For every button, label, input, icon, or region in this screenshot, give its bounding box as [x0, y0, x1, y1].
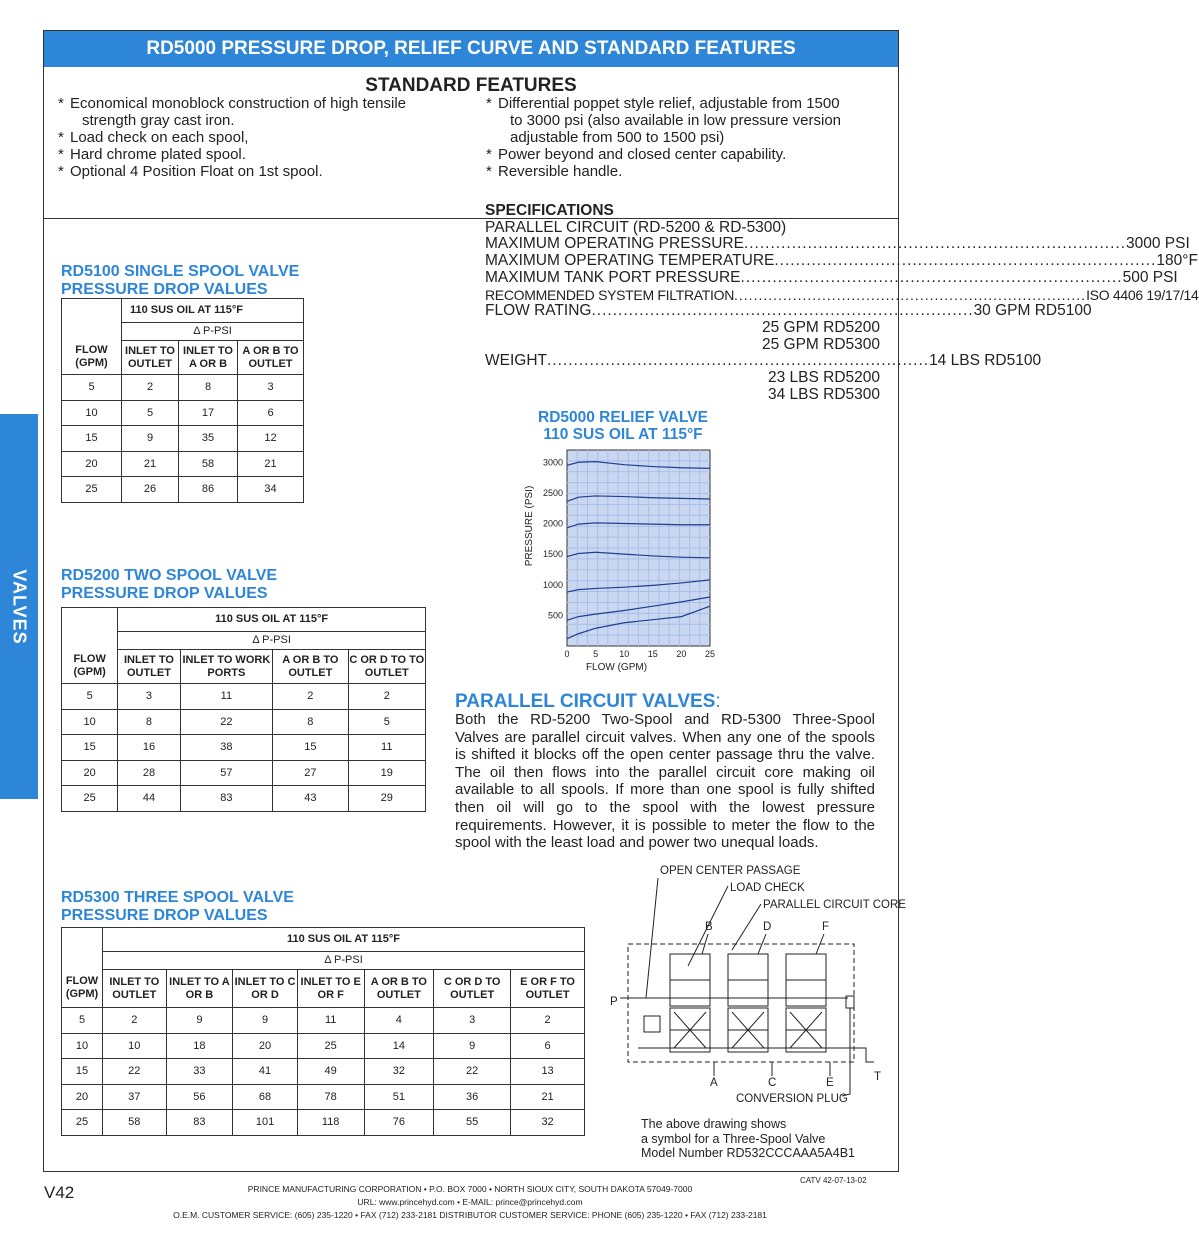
- rd5200-table: [61, 607, 426, 812]
- feature-text: Load check on each spool,: [70, 129, 249, 146]
- table-cell: 37: [103, 1084, 167, 1110]
- table-cell: 15: [273, 735, 348, 761]
- parallel-circuit-title-text: PARALLEL CIRCUIT VALVES: [455, 691, 716, 712]
- feature-text: Differential poppet style relief, adjustable from 1500: [498, 95, 840, 112]
- spec-label: FLOW RATING: [485, 302, 592, 320]
- table-cell: 22: [180, 709, 273, 735]
- table-cell: 25: [62, 786, 118, 812]
- column-header: INLET TO OUTLET: [103, 970, 167, 1008]
- table-cell: 11: [297, 1008, 364, 1034]
- table-cell: 3: [118, 684, 180, 710]
- table-cell: 118: [297, 1110, 364, 1136]
- feature-item: * Optional 4 Position Float on 1st spool.: [58, 163, 323, 180]
- column-header: INLET TO OUTLET: [118, 650, 180, 684]
- table-oil-header: 110 SUS OIL AT 115°F: [118, 608, 426, 632]
- side-tab-label: VALVES: [9, 568, 30, 645]
- table-cell: 11: [348, 735, 425, 761]
- port-t-label: T: [874, 1071, 882, 1083]
- table-cell: 21: [511, 1084, 585, 1110]
- table-cell: 2: [511, 1008, 585, 1034]
- caption-line2: a symbol for a Three-Spool Valve: [641, 1131, 826, 1146]
- spec-row: [485, 302, 1092, 320]
- table-cell: 43: [273, 786, 348, 812]
- table-row: [62, 451, 304, 477]
- tank-port-line: [854, 1048, 874, 1062]
- table-row: [62, 1084, 585, 1110]
- three-spool-schematic: [598, 858, 906, 1108]
- x-tick-label: 25: [704, 649, 716, 659]
- column-header: INLET TO A OR B: [166, 970, 233, 1008]
- table-cell: 33: [166, 1059, 233, 1085]
- table-delta-p-header: Δ P-PSI: [122, 323, 304, 341]
- column-header: A OR B TO OUTLET: [273, 650, 348, 684]
- feature-text: Optional 4 Position Float on 1st spool.: [70, 163, 323, 180]
- parallel-circuit-body: Both the RD-5200 Two-Spool and RD-5300 Three-Spool Valves are parallel circuit valves. When any one of the spools is shifted it blocks off the open center passage thru the valve. The oil then flows into the parallel circuit core making oil available to all spools. If more than one spool is fully shifted then oil will go to the spool with the lowest pressure requirements. However, it is possible to meter the flow to the spool with the least load and power two unequal loads.: [455, 711, 875, 852]
- column-header: FLOW (GPM): [62, 341, 122, 375]
- footer-line2: URL: www.princehyd.com • E-MAIL: prince@princehyd.com: [357, 1197, 583, 1207]
- feature-text: Economical monoblock construction of high tensile: [70, 95, 407, 112]
- table-cell: 76: [364, 1110, 434, 1136]
- table-cell: 49: [297, 1059, 364, 1085]
- table-cell: 6: [511, 1033, 585, 1059]
- rd5100-title-line1: RD5100 SINGLE SPOOL VALVE: [61, 263, 300, 280]
- valve-body-outline: [628, 944, 854, 1062]
- table-cell: 26: [122, 477, 179, 503]
- spec-value: ISO 4406 19/17/14: [1086, 286, 1199, 303]
- table-cell: 32: [364, 1059, 434, 1085]
- chart-title-line1: RD5000 RELIEF VALVE: [538, 409, 708, 426]
- table-cell: 15: [62, 735, 118, 761]
- label-load-check: LOAD CHECK: [730, 882, 805, 894]
- column-header: FLOW (GPM): [62, 650, 118, 684]
- table-row: [62, 786, 426, 812]
- spec-leader-dots: ........................................................................: [734, 286, 1087, 303]
- y-tick-label: 1000: [542, 579, 563, 590]
- table-cell: 28: [118, 760, 180, 786]
- table-cell: 2: [348, 684, 425, 710]
- feature-item: * Hard chrome plated spool.: [58, 146, 246, 163]
- spec-value-continued: 34 LBS RD5300: [767, 385, 880, 403]
- table-cell: 83: [180, 786, 273, 812]
- table-oil-header: 110 SUS OIL AT 115°F: [103, 928, 585, 952]
- table-cell: 20: [233, 1033, 298, 1059]
- table-cell: 29: [348, 786, 425, 812]
- rd5200-title-line2: PRESSURE DROP VALUES: [61, 585, 268, 602]
- spec-label: MAXIMUM TANK PORT PRESSURE: [485, 268, 741, 286]
- table-row: [62, 477, 304, 503]
- leader-open-center: [646, 878, 658, 998]
- table-cell: 25: [297, 1033, 364, 1059]
- rd5200-title-line1: RD5200 TWO SPOOL VALVE: [61, 567, 278, 584]
- table-cell: 19: [348, 760, 425, 786]
- table-cell: 9: [122, 426, 179, 452]
- y-tick-label: 2500: [542, 487, 563, 498]
- feature-text: Hard chrome plated spool.: [70, 146, 246, 163]
- table-cell: 83: [166, 1110, 233, 1136]
- table-cell: 22: [434, 1059, 511, 1085]
- table-cell: 20: [62, 1084, 103, 1110]
- table-cell: 9: [233, 1008, 298, 1034]
- table-row: [62, 400, 304, 426]
- spec-value-continued: 25 GPM RD5200: [761, 318, 880, 336]
- feature-item: * Power beyond and closed center capability.: [486, 146, 787, 163]
- spec-value: 500 PSI: [1122, 268, 1178, 286]
- x-tick-label: 5: [593, 649, 599, 659]
- table-cell: 22: [103, 1059, 167, 1085]
- label-open-center-passage: OPEN CENTER PASSAGE: [660, 865, 801, 877]
- table-row: [62, 709, 426, 735]
- table-cell: 41: [233, 1059, 298, 1085]
- spec-leader-dots: ........................................................................: [591, 302, 974, 320]
- standard-features-right: [486, 95, 886, 180]
- parallel-circuit-title: [455, 691, 721, 713]
- standard-features-title: STANDARD FEATURES: [365, 75, 577, 96]
- table-cell: 10: [62, 400, 122, 426]
- table-row: [62, 375, 304, 401]
- footer-line3: O.E.M. CUSTOMER SERVICE: (605) 235-1220 • FAX (712) 233-2181 DISTRIBUTOR CUSTOMER SERVICE: PHONE (605) 235-1220 • FAX (712) 233-2181: [173, 1210, 767, 1220]
- rd5300-title-line1: RD5300 THREE SPOOL VALVE: [61, 889, 294, 906]
- column-header: INLET TO WORK PORTS: [180, 650, 273, 684]
- table-cell: 58: [103, 1110, 167, 1136]
- table-cell: 9: [434, 1033, 511, 1059]
- relief-valve-chart: [515, 446, 725, 678]
- table-cell: 5: [348, 709, 425, 735]
- spec-value: 14 LBS RD5100: [929, 352, 1042, 370]
- table-cell: 5: [62, 684, 118, 710]
- table-cell: 2: [103, 1008, 167, 1034]
- y-tick-label: 2000: [542, 518, 563, 529]
- feature-item: * Load check on each spool,: [58, 129, 249, 146]
- table-row: [62, 1110, 585, 1136]
- table-cell: 8: [273, 709, 348, 735]
- table-cell: 2: [273, 684, 348, 710]
- rd5200-title: [61, 567, 277, 603]
- feature-text: strength gray cast iron.: [82, 112, 235, 129]
- table-cell: 58: [179, 451, 238, 477]
- table-cell: 38: [180, 735, 273, 761]
- table-cell: 36: [434, 1084, 511, 1110]
- specifications: [485, 202, 1199, 403]
- table-cell: 10: [103, 1033, 167, 1059]
- y-tick-label: 500: [547, 610, 563, 621]
- side-tab-valves: [0, 414, 38, 799]
- x-axis-label: FLOW (GPM): [585, 662, 648, 673]
- table-delta-p-header: Δ P-PSI: [118, 632, 426, 650]
- x-tick-label: 15: [647, 649, 658, 659]
- table-cell: 56: [166, 1084, 233, 1110]
- label-parallel-circuit-core: PARALLEL CIRCUIT CORE: [763, 899, 906, 911]
- spec-value: 30 GPM RD5100: [973, 302, 1092, 320]
- relief-valve-symbol: [644, 1016, 660, 1032]
- leader-parallel-core: [732, 904, 761, 950]
- column-header: A OR B TO OUTLET: [364, 970, 434, 1008]
- table-cell: 18: [166, 1033, 233, 1059]
- spec-row-weight: [485, 352, 1042, 370]
- port-b-label: B: [705, 921, 713, 933]
- port-d-label: D: [763, 921, 772, 933]
- table-row: [62, 1059, 585, 1085]
- y-tick-label: 1500: [542, 549, 563, 560]
- table-cell: 15: [62, 426, 122, 452]
- table-cell: 25: [62, 1110, 103, 1136]
- table-cell: 34: [238, 477, 304, 503]
- x-tick-label: 20: [676, 649, 687, 659]
- specifications-title: SPECIFICATIONS: [485, 202, 614, 219]
- feature-item: * Economical monoblock construction of high tensile strength gray cast iron.: [58, 95, 407, 129]
- table-cell: 14: [364, 1033, 434, 1059]
- spec-leader-dots: ........................................................................: [743, 235, 1126, 253]
- table-cell: 101: [233, 1110, 298, 1136]
- table-cell: 21: [122, 451, 179, 477]
- table-row: [62, 1008, 585, 1034]
- column-header: A OR B TO OUTLET: [238, 341, 304, 375]
- spec-leader-dots: ........................................................................: [774, 252, 1157, 270]
- feature-text: Power beyond and closed center capability.: [498, 146, 787, 163]
- table-cell: 27: [273, 760, 348, 786]
- spec-label: MAXIMUM OPERATING TEMPERATURE: [485, 252, 775, 270]
- column-header: INLET TO E OR F: [297, 970, 364, 1008]
- table-row: [62, 1033, 585, 1059]
- table-cell: 20: [62, 451, 122, 477]
- table-delta-p-header: Δ P-PSI: [103, 952, 585, 970]
- spool-3: [786, 954, 826, 1052]
- rd5100-title-line2: PRESSURE DROP VALUES: [61, 281, 268, 298]
- table-cell: 9: [166, 1008, 233, 1034]
- column-header: INLET TO C OR D: [233, 970, 298, 1008]
- table-oil-header: 110 SUS OIL AT 115°F: [122, 299, 304, 323]
- page-title: RD5000 PRESSURE DROP, RELIEF CURVE AND STANDARD FEATURES: [44, 31, 898, 67]
- caption-line3: Model Number RD532CCCAAA5A4B1: [641, 1146, 855, 1160]
- spec-value-continued: 25 GPM RD5300: [761, 335, 880, 353]
- footer: [100, 1183, 840, 1222]
- spool-2: [728, 954, 768, 1052]
- table-cell: 8: [179, 375, 238, 401]
- page-number: V42: [44, 1183, 75, 1202]
- table-cell: 17: [179, 400, 238, 426]
- port-c-label: C: [768, 1077, 777, 1089]
- catalog-code: CATV 42-07-13-02: [800, 1176, 867, 1185]
- relief-chart-title: [485, 409, 761, 443]
- rd5100-title: [61, 263, 299, 299]
- specifications-parallel-circuit: PARALLEL CIRCUIT (RD-5200 & RD-5300): [485, 218, 787, 236]
- table-cell: 51: [364, 1084, 434, 1110]
- spec-label: MAXIMUM OPERATING PRESSURE: [485, 235, 744, 253]
- y-tick-label: 3000: [542, 457, 563, 468]
- table-cell: 11: [180, 684, 273, 710]
- spec-value: 3000 PSI: [1126, 235, 1190, 253]
- table-cell: 5: [62, 375, 122, 401]
- table-cell: 8: [118, 709, 180, 735]
- port-a-label: A: [710, 1077, 718, 1089]
- table-cell: 5: [122, 400, 179, 426]
- spec-row: [485, 268, 1178, 287]
- table-cell: 3: [434, 1008, 511, 1034]
- spec-row: [485, 286, 1199, 304]
- table-cell: 20: [62, 760, 118, 786]
- standard-features-box: [44, 67, 898, 219]
- spec-value: 180°F: [1156, 252, 1198, 270]
- column-header: C OR D TO TO OUTLET: [348, 650, 425, 684]
- spec-row: [485, 252, 1198, 270]
- parallel-circuit-title-colon: :: [715, 691, 721, 712]
- table-cell: 6: [238, 400, 304, 426]
- caption-line1: The above drawing shows: [641, 1117, 787, 1131]
- spec-value-continued: 23 LBS RD5200: [767, 369, 880, 387]
- rd5300-title-line2: PRESSURE DROP VALUES: [61, 907, 268, 924]
- table-cell: 68: [233, 1084, 298, 1110]
- leader-conversion-plug: [842, 1008, 850, 1096]
- port-f-label: F: [822, 921, 830, 933]
- feature-text: Reversible handle.: [498, 163, 623, 180]
- table-cell: 57: [180, 760, 273, 786]
- column-header: INLET TO A OR B: [179, 341, 238, 375]
- table-cell: 78: [297, 1084, 364, 1110]
- table-cell: 10: [62, 709, 118, 735]
- column-header: C OR D TO OUTLET: [434, 970, 511, 1008]
- footer-line1: PRINCE MANUFACTURING CORPORATION • P.O. BOX 7000 • NORTH SIOUX CITY, SOUTH DAKOTA 57049-7000: [247, 1184, 693, 1194]
- table-cell: 12: [238, 426, 304, 452]
- spec-leader-dots: ........................................................................: [740, 268, 1123, 286]
- table-cell: 35: [179, 426, 238, 452]
- chart-title-line2: 110 SUS OIL AT 115°F: [543, 426, 703, 443]
- feature-item: * Reversible handle.: [486, 163, 623, 180]
- table-cell: 4: [364, 1008, 434, 1034]
- table-row: [62, 735, 426, 761]
- rd5100-table: [61, 298, 304, 503]
- table-cell: 55: [434, 1110, 511, 1136]
- y-axis-label: PRESSURE (PSI): [524, 485, 535, 567]
- rd5300-title: [61, 889, 294, 925]
- feature-item: * Differential poppet style relief, adjustable from 1500 to 3000 psi (also available in low pressure version adjustable from 500 to 1500 psi): [486, 95, 842, 146]
- table-cell: 15: [62, 1059, 103, 1085]
- table-row: [62, 760, 426, 786]
- table-cell: 3: [238, 375, 304, 401]
- port-p-label: P: [610, 996, 618, 1008]
- table-cell: 16: [118, 735, 180, 761]
- standard-features-left: [58, 95, 458, 180]
- spec-label: WEIGHT: [485, 352, 547, 370]
- table-cell: 21: [238, 451, 304, 477]
- table-cell: 2: [122, 375, 179, 401]
- spec-label: RECOMMENDED SYSTEM FILTRATION: [485, 286, 735, 303]
- port-e-label: E: [826, 1077, 834, 1089]
- table-cell: 25: [62, 477, 122, 503]
- table-row: [62, 684, 426, 710]
- feature-text: to 3000 psi (also available in low pressure version: [510, 112, 842, 129]
- spec-leader-dots: ........................................................................: [547, 352, 930, 370]
- column-header: INLET TO OUTLET: [122, 341, 179, 375]
- spec-row: [485, 235, 1190, 253]
- table-cell: 86: [179, 477, 238, 503]
- table-cell: 32: [511, 1110, 585, 1136]
- column-header: FLOW (GPM): [62, 970, 103, 1008]
- label-conversion-plug: CONVERSION PLUG: [736, 1093, 848, 1105]
- x-tick-label: 10: [619, 649, 630, 659]
- x-tick-label: 0: [564, 649, 570, 659]
- rd5300-table: [61, 927, 585, 1136]
- table-row: [62, 426, 304, 452]
- table-cell: 44: [118, 786, 180, 812]
- column-header: E OR F TO OUTLET: [511, 970, 585, 1008]
- feature-text: adjustable from 500 to 1500 psi): [510, 129, 725, 146]
- table-cell: 13: [511, 1059, 585, 1085]
- table-cell: 10: [62, 1033, 103, 1059]
- diagram-caption: [641, 1117, 855, 1161]
- spool-1: [670, 954, 710, 1052]
- table-cell: 5: [62, 1008, 103, 1034]
